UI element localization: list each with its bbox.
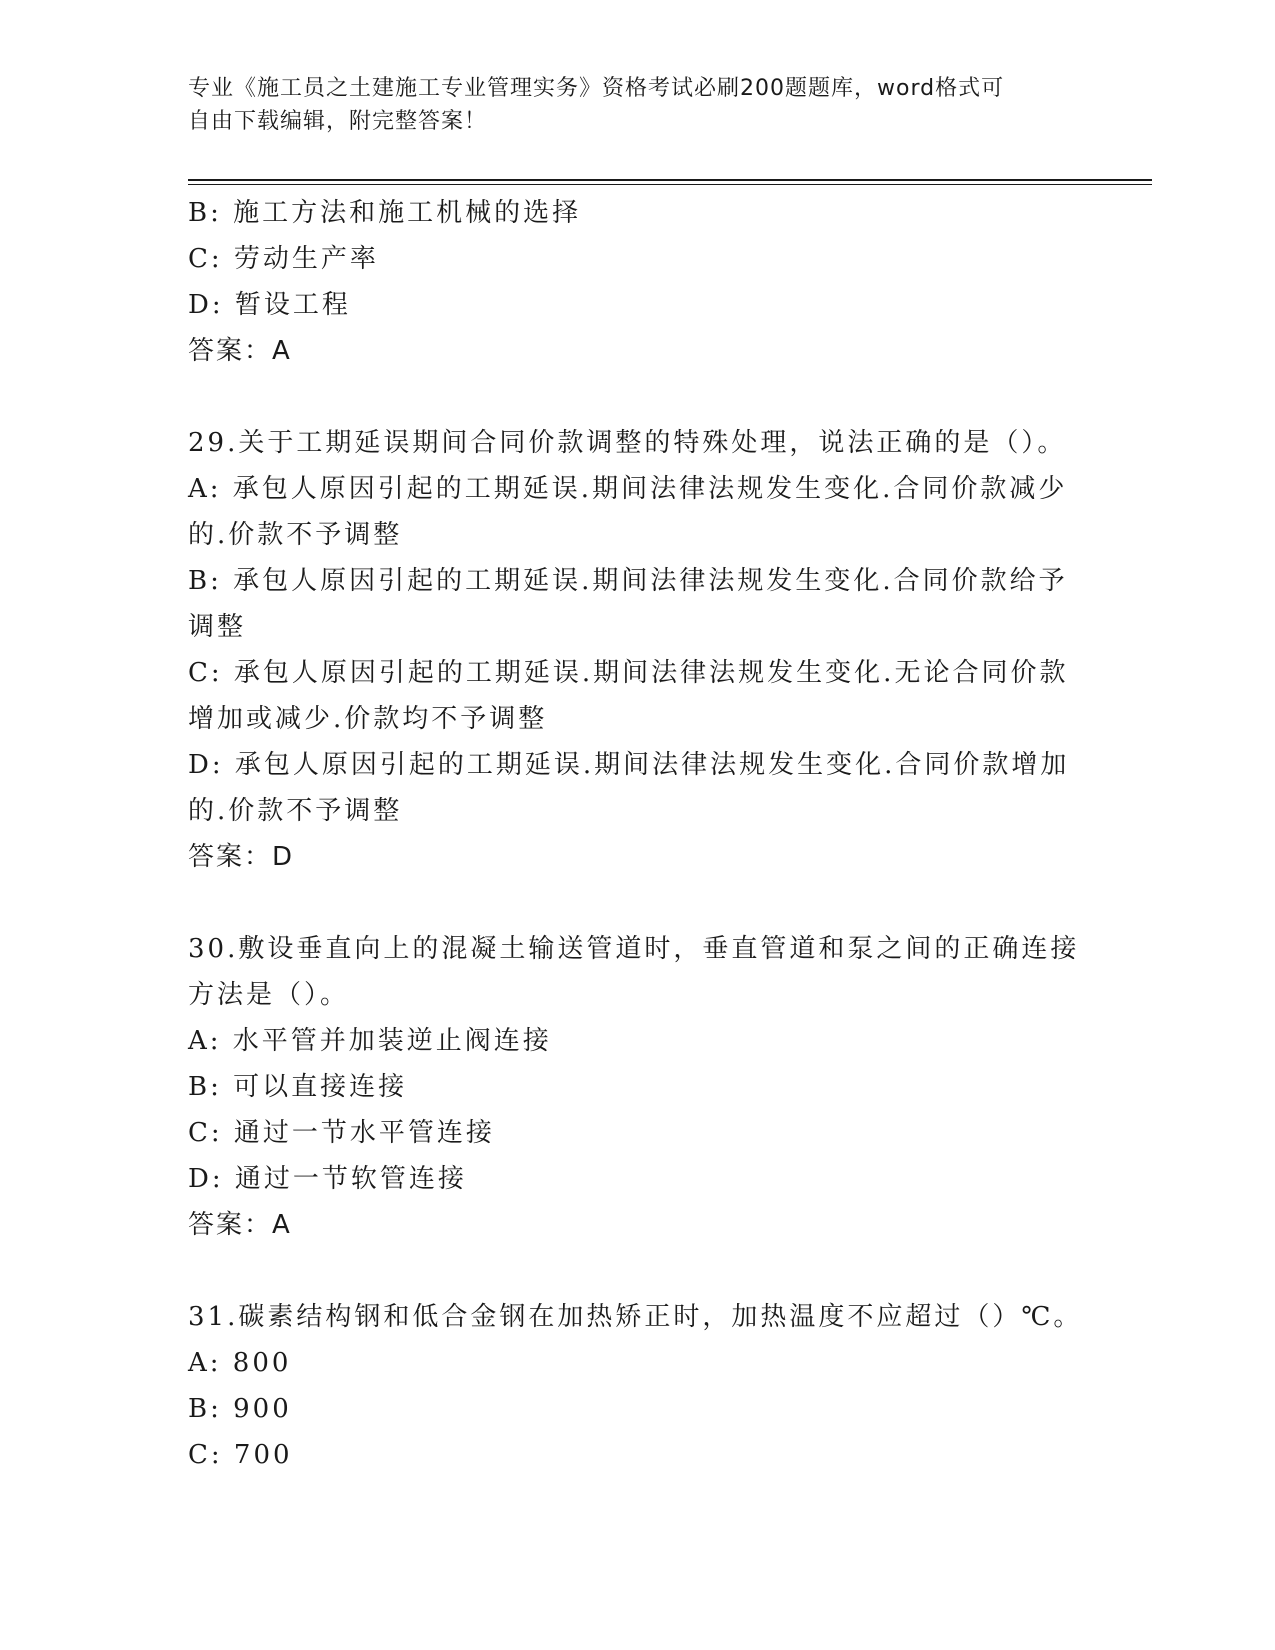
q30-option-d: D: 通过一节软管连接: [188, 1164, 467, 1194]
q29-option-d-line1: D: 承包人原因引起的工期延误.期间法律法规发生变化.合同价款增加: [188, 750, 1070, 780]
q30-option-a: A: 水平管并加装逆止阀连接: [188, 1026, 552, 1056]
q28-option-c: C: 劳动生产率: [188, 244, 379, 274]
document-header: [188, 72, 1088, 138]
q28-answer: 答案：A: [188, 336, 292, 366]
q30-stem-line1: 30.敷设垂直向上的混凝土输送管道时，垂直管道和泵之间的正确连接: [188, 934, 1080, 964]
q29-option-b-line2: 调整: [188, 612, 247, 642]
q31-option-b: B: 900: [188, 1394, 292, 1424]
q29-option-a-line2: 的.价款不予调整: [188, 520, 403, 550]
header-line-2: 自由下载编辑，附完整答案！: [188, 109, 488, 134]
q29-stem: 29.关于工期延误期间合同价款调整的特殊处理，说法正确的是（）。: [188, 428, 1067, 458]
question-content: [188, 190, 1088, 1478]
q31-option-a: A: 800: [188, 1348, 292, 1378]
q30-stem-line2: 方法是（）。: [188, 980, 350, 1010]
q28-option-d: D: 暂设工程: [188, 290, 351, 320]
q29-option-d-line2: 的.价款不予调整: [188, 796, 403, 826]
header-divider-thin: [188, 184, 1152, 185]
q30-answer: 答案：A: [188, 1210, 292, 1240]
q29-option-a-line1: A: 承包人原因引起的工期延误.期间法律法规发生变化.合同价款减少: [188, 474, 1068, 504]
spacer: [188, 374, 1088, 420]
q31-option-c: C: 700: [188, 1440, 293, 1470]
spacer: [188, 1248, 1088, 1294]
q29-option-b-line1: B: 承包人原因引起的工期延误.期间法律法规发生变化.合同价款给予: [188, 566, 1068, 596]
spacer: [188, 880, 1088, 926]
header-divider-thick: [188, 179, 1152, 181]
q29-answer: 答案：D: [188, 842, 295, 872]
q31-stem: 31.碳素结构钢和低合金钢在加热矫正时，加热温度不应超过（）℃。: [188, 1302, 1083, 1332]
q30-option-b: B: 可以直接连接: [188, 1072, 408, 1102]
q28-option-b: B: 施工方法和施工机械的选择: [188, 198, 582, 228]
q29-option-c-line2: 增加或减少.价款均不予调整: [188, 704, 548, 734]
q30-option-c: C: 通过一节水平管连接: [188, 1118, 495, 1148]
header-line-1: 专业《施工员之土建施工专业管理实务》资格考试必刷200题题库，word格式可: [188, 76, 1005, 101]
q29-option-c-line1: C: 承包人原因引起的工期延误.期间法律法规发生变化.无论合同价款: [188, 658, 1069, 688]
